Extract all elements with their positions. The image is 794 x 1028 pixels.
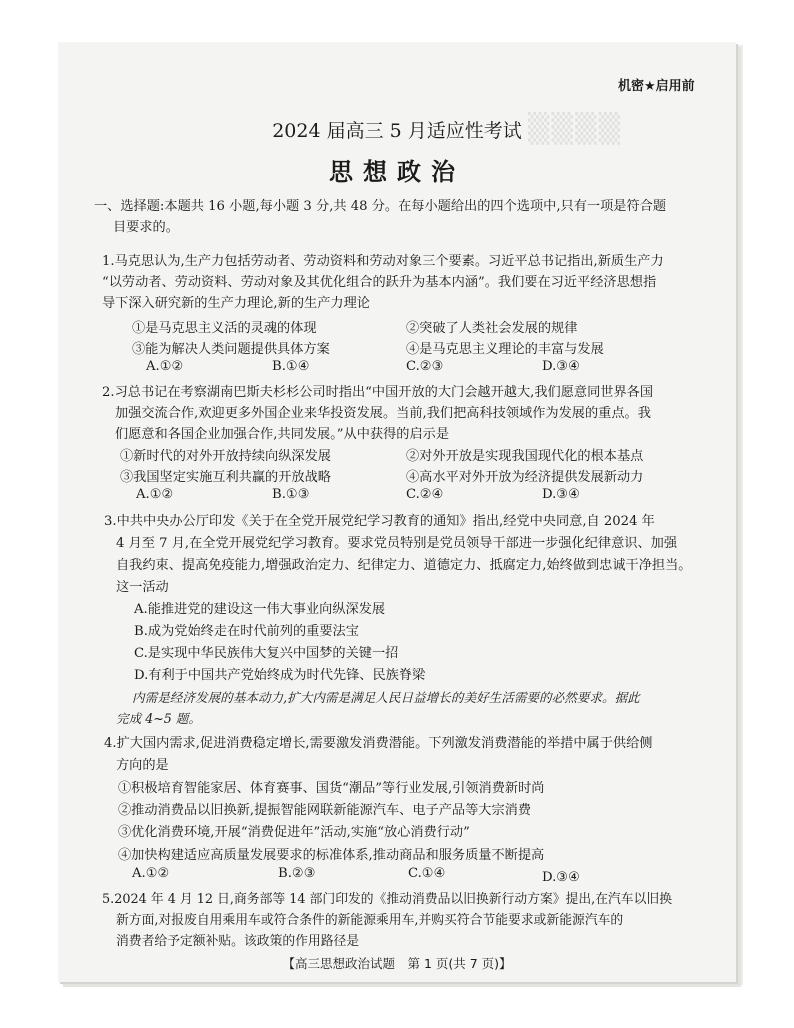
q3-stem-line2: 4 月至 7 月,在全党开展党纪学习教育。要求党员特别是党员领导干部进一步强化纪律意识、加强	[116, 536, 678, 551]
confidential-label: 机密★启用前	[618, 79, 695, 94]
q4-statement-2: ②推动消费品以旧换新,提振智能网联新能源汽车、电子产品等大宗消费	[118, 803, 532, 818]
q2-statement-3: ③我国坚定实施互利共赢的开放战略	[120, 470, 331, 485]
q2-statement-4: ④高水平对外开放为经济提供发展新动力	[406, 470, 644, 485]
q1-stem-line3: 导下深入研究新的生产力理论,新的生产力理论	[102, 296, 370, 311]
exam-title: 2024 届高三 5 月适应性考试	[272, 120, 522, 142]
q1-statement-2: ②突破了人类社会发展的规律	[406, 321, 578, 336]
q1-choice-b: B.①④	[272, 359, 310, 374]
q2-stem-line1: 2.习总书记在考察湖南巴斯夫杉杉公司时指出“中国开放的大门会越开越大,我们愿意同世界各国	[102, 385, 654, 400]
q2-stem-line2: 加强交流合作,欢迎更多外国企业来华投资发展。当前,我们把高科技领域作为发展的重点。我	[115, 406, 651, 421]
q1-choice-c: C.②③	[406, 359, 444, 374]
q2-choice-d: D.③④	[542, 487, 580, 502]
q1-choice-a: A.①②	[146, 359, 184, 374]
q4-choice-c: C.①④	[408, 866, 446, 881]
q4-statement-1: ①积极培育智能家居、体育赛事、国货“潮品”等行业发展,引领消费新时尚	[118, 781, 545, 796]
page-footer: 【高三思想政治试题 第 1 页(共 7 页)】	[282, 956, 512, 971]
section-instructions-line1: 一、选择题:本题共 16 小题,每小题 3 分,共 48 分。在每小题给出的四个选项中,只有一项是符合题	[94, 199, 667, 214]
q1-statement-3: ③能为解决人类问题提供具体方案	[132, 342, 330, 357]
q3-choice-c: C.是实现中华民族伟大复兴中国梦的关键一招	[134, 646, 399, 661]
q4-choice-d: D.③④	[542, 870, 580, 885]
q3-stem-line4: 这一活动	[116, 580, 169, 595]
q5-stem-line2: 新方面,对报废自用乘用车或符合条件的新能源乘用车,并购买符合节能要求或新能源汽车的	[116, 913, 624, 928]
q1-stem-line2: “以劳动者、劳动资料、劳动对象及其优化组合的跃升为基本内涵”。我们要在习近平经济思想指	[102, 275, 657, 290]
q4-stem-line2: 方向的是	[116, 758, 169, 773]
q4-choice-a: A.①②	[132, 866, 170, 881]
q3-choice-d: D.有利于中国共产党始终成为时代先锋、民族脊梁	[134, 668, 426, 683]
q2-choice-c: C.②④	[406, 487, 444, 502]
q3-choice-a: A.能推进党的建设这一伟大事业向纵深发展	[134, 602, 386, 617]
q1-stem-line1: 1.马克思认为,生产力包括劳动者、劳动资料和劳动对象三个要素。习近平总书记指出,新质生产力	[102, 254, 664, 269]
q4-statement-4: ④加快构建适应高质量发展要求的标准体系,推动商品和服务质量不断提高	[118, 848, 545, 863]
q4-statement-3: ③优化消费环境,开展“消费促进年”活动,实施“放心消费行动”	[118, 825, 470, 840]
bleed-through-shadow: ▒▒▒▒	[528, 112, 623, 145]
q2-stem-line3: 们愿意和各国企业加强合作,共同发展。”从中获得的启示是	[115, 427, 450, 442]
q1-choice-d: D.③④	[542, 359, 580, 374]
q2-statement-1: ①新时代的对外开放持续向纵深发展	[120, 449, 331, 464]
section-instructions-line2: 目要求的。	[113, 220, 179, 235]
q1-statement-4: ④是马克思主义理论的丰富与发展	[406, 342, 604, 357]
q4-choice-b: B.②③	[278, 866, 316, 881]
q1-statement-1: ①是马克思主义活的灵魂的体现	[132, 321, 317, 336]
q4-5-context-line1: 内需是经济发展的基本动力,扩大内需是满足人民日益增长的美好生活需要的必然要求。据此	[132, 690, 640, 705]
q5-stem-line3: 消费者给予定额补贴。该政策的作用路径是	[116, 934, 360, 949]
q4-stem-line1: 4.扩大国内需求,促进消费稳定增长,需要激发消费潜能。下列激发消费潜能的举措中属于供给侧	[104, 736, 653, 751]
q3-choice-b: B.成为党始终走在时代前列的重要法宝	[134, 624, 359, 639]
q5-stem-line1: 5.2024 年 4 月 12 日,商务部等 14 部门印发的《推动消费品以旧换新行动方案》提出,在汽车以旧换	[102, 892, 672, 907]
subject-title: 思想政治	[329, 157, 465, 186]
q3-stem-line1: 3.中共中央办公厅印发《关于在全党开展党纪学习教育的通知》指出,经党中央同意,自 2024 年	[104, 514, 655, 529]
q2-choice-b: B.①③	[272, 487, 310, 502]
q3-stem-line3: 自我约束、提高免疫能力,增强政治定力、纪律定力、道德定力、抵腐定力,始终做到忠诚干净担当。	[116, 558, 692, 573]
exam-page	[58, 42, 736, 982]
q2-statement-2: ②对外开放是实现我国现代化的根本基点	[406, 449, 644, 464]
q2-choice-a: A.①②	[136, 487, 174, 502]
q4-5-context-line2: 完成 4~5 题。	[116, 711, 201, 726]
